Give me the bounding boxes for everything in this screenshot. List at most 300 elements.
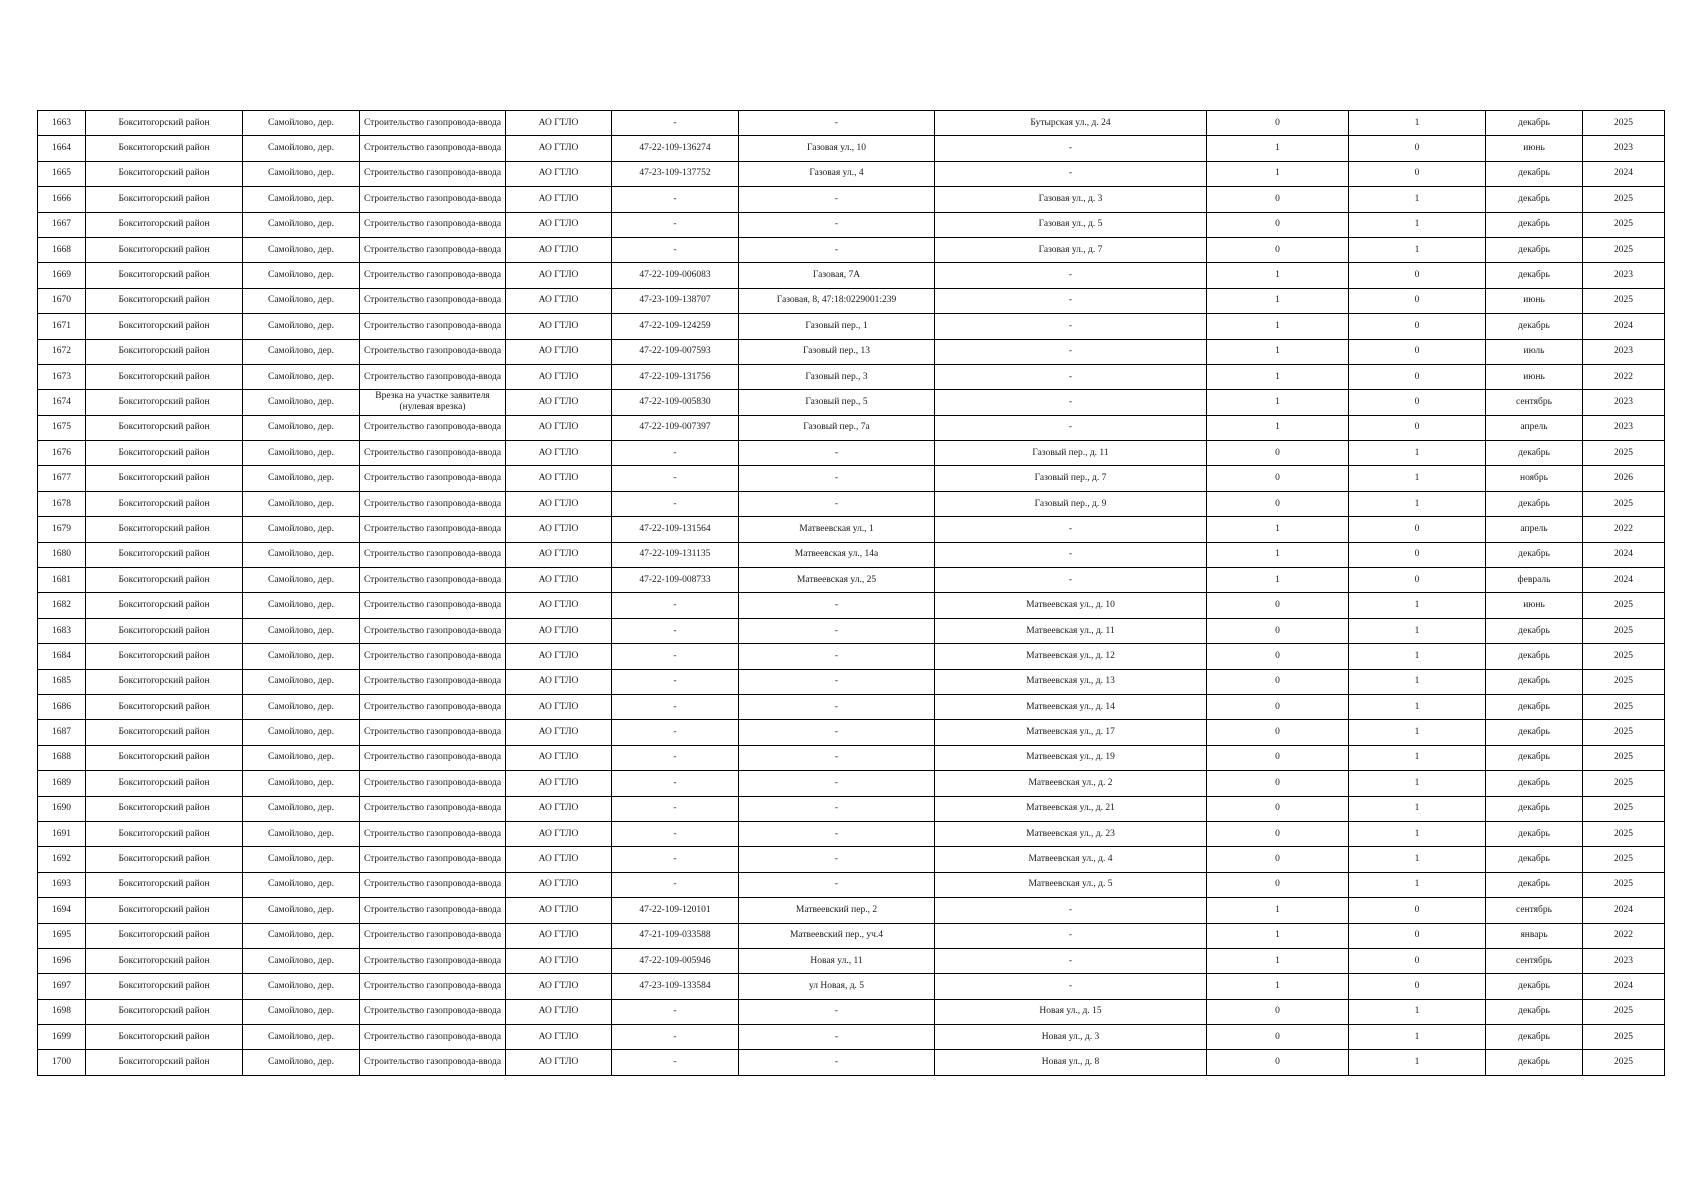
month-cell: декабрь <box>1486 263 1583 288</box>
settlement-cell: Самойлово, дер. <box>243 187 360 212</box>
organization-cell: АО ГТЛО <box>506 999 612 1024</box>
count-a-cell: 1 <box>1207 923 1349 948</box>
month-cell: апрель <box>1486 415 1583 440</box>
applicant-address-cell: ул Новая, д. 5 <box>739 974 935 999</box>
organization-cell: АО ГТЛО <box>506 1050 612 1075</box>
object-address-cell: Бутырская ул., д. 24 <box>935 111 1207 136</box>
application-number-cell: 47-22-109-120101 <box>612 898 739 923</box>
year-cell: 2025 <box>1583 491 1665 516</box>
count-a-cell: 1 <box>1207 136 1349 161</box>
year-cell: 2024 <box>1583 568 1665 593</box>
work-type-cell: Строительство газопровода-ввода <box>360 441 506 466</box>
settlement-cell: Самойлово, дер. <box>243 898 360 923</box>
settlement-cell: Самойлово, дер. <box>243 771 360 796</box>
count-b-cell: 0 <box>1349 339 1486 364</box>
work-type-cell: Строительство газопровода-ввода <box>360 694 506 719</box>
month-cell: декабрь <box>1486 974 1583 999</box>
row-number-cell: 1676 <box>38 441 86 466</box>
work-type-cell: Строительство газопровода-ввода <box>360 314 506 339</box>
district-cell: Бокситогорский район <box>86 974 243 999</box>
organization-cell: АО ГТЛО <box>506 948 612 973</box>
organization-cell: АО ГТЛО <box>506 872 612 897</box>
object-address-cell: - <box>935 568 1207 593</box>
application-number-cell: 47-22-109-007397 <box>612 415 739 440</box>
district-cell: Бокситогорский район <box>86 872 243 897</box>
object-address-cell: - <box>935 415 1207 440</box>
table-row <box>38 542 1665 567</box>
row-number-cell: 1690 <box>38 796 86 821</box>
object-address-cell: Матвеевская ул., д. 17 <box>935 720 1207 745</box>
work-type-cell: Строительство газопровода-ввода <box>360 339 506 364</box>
application-number-cell: 47-22-109-007593 <box>612 339 739 364</box>
organization-cell: АО ГТЛО <box>506 288 612 313</box>
object-address-cell: - <box>935 974 1207 999</box>
object-address-cell: Газовый пер., д. 7 <box>935 466 1207 491</box>
year-cell: 2025 <box>1583 847 1665 872</box>
count-a-cell: 0 <box>1207 821 1349 846</box>
district-cell: Бокситогорский район <box>86 237 243 262</box>
applicant-address-cell: - <box>739 593 935 618</box>
count-a-cell: 0 <box>1207 847 1349 872</box>
month-cell: декабрь <box>1486 212 1583 237</box>
application-number-cell: - <box>612 771 739 796</box>
work-type-cell: Строительство газопровода-ввода <box>360 720 506 745</box>
row-number-cell: 1678 <box>38 491 86 516</box>
application-number-cell: - <box>612 796 739 821</box>
row-number-cell: 1683 <box>38 618 86 643</box>
count-a-cell: 0 <box>1207 771 1349 796</box>
year-cell: 2023 <box>1583 136 1665 161</box>
organization-cell: АО ГТЛО <box>506 491 612 516</box>
application-number-cell: - <box>612 111 739 136</box>
month-cell: июнь <box>1486 288 1583 313</box>
year-cell: 2025 <box>1583 288 1665 313</box>
count-b-cell: 0 <box>1349 568 1486 593</box>
work-type-cell: Строительство газопровода-ввода <box>360 745 506 770</box>
district-cell: Бокситогорский район <box>86 796 243 821</box>
month-cell: декабрь <box>1486 111 1583 136</box>
count-b-cell: 0 <box>1349 364 1486 389</box>
year-cell: 2025 <box>1583 872 1665 897</box>
application-number-cell: 47-22-109-136274 <box>612 136 739 161</box>
month-cell: январь <box>1486 923 1583 948</box>
count-a-cell: 1 <box>1207 390 1349 415</box>
organization-cell: АО ГТЛО <box>506 542 612 567</box>
object-address-cell: Матвеевская ул., д. 19 <box>935 745 1207 770</box>
work-type-cell: Строительство газопровода-ввода <box>360 796 506 821</box>
table-row <box>38 288 1665 313</box>
row-number-cell: 1666 <box>38 187 86 212</box>
application-number-cell: - <box>612 187 739 212</box>
district-cell: Бокситогорский район <box>86 999 243 1024</box>
settlement-cell: Самойлово, дер. <box>243 364 360 389</box>
work-type-cell: Строительство газопровода-ввода <box>360 263 506 288</box>
district-cell: Бокситогорский район <box>86 187 243 212</box>
row-number-cell: 1671 <box>38 314 86 339</box>
application-number-cell: 47-23-109-138707 <box>612 288 739 313</box>
district-cell: Бокситогорский район <box>86 339 243 364</box>
table-row <box>38 263 1665 288</box>
row-number-cell: 1682 <box>38 593 86 618</box>
year-cell: 2025 <box>1583 821 1665 846</box>
applicant-address-cell: Матвеевский пер., уч.4 <box>739 923 935 948</box>
count-b-cell: 1 <box>1349 618 1486 643</box>
object-address-cell: Матвеевская ул., д. 2 <box>935 771 1207 796</box>
settlement-cell: Самойлово, дер. <box>243 517 360 542</box>
application-number-cell: - <box>612 212 739 237</box>
count-a-cell: 1 <box>1207 948 1349 973</box>
count-a-cell: 1 <box>1207 288 1349 313</box>
count-b-cell: 0 <box>1349 390 1486 415</box>
applicant-address-cell: - <box>739 111 935 136</box>
applicant-address-cell: - <box>739 1050 935 1075</box>
settlement-cell: Самойлово, дер. <box>243 974 360 999</box>
object-address-cell: Матвеевская ул., д. 13 <box>935 669 1207 694</box>
count-a-cell: 0 <box>1207 644 1349 669</box>
organization-cell: АО ГТЛО <box>506 111 612 136</box>
organization-cell: АО ГТЛО <box>506 694 612 719</box>
table-row <box>38 872 1665 897</box>
year-cell: 2025 <box>1583 796 1665 821</box>
applicant-address-cell: - <box>739 694 935 719</box>
settlement-cell: Самойлово, дер. <box>243 644 360 669</box>
month-cell: декабрь <box>1486 720 1583 745</box>
work-type-cell: Строительство газопровода-ввода <box>360 771 506 796</box>
applicant-address-cell: Газовая, 8, 47:18:0229001:239 <box>739 288 935 313</box>
application-number-cell: - <box>612 872 739 897</box>
settlement-cell: Самойлово, дер. <box>243 263 360 288</box>
row-number-cell: 1681 <box>38 568 86 593</box>
application-number-cell: 47-23-109-133584 <box>612 974 739 999</box>
settlement-cell: Самойлово, дер. <box>243 491 360 516</box>
count-b-cell: 0 <box>1349 974 1486 999</box>
month-cell: декабрь <box>1486 491 1583 516</box>
settlement-cell: Самойлово, дер. <box>243 745 360 770</box>
count-b-cell: 0 <box>1349 898 1486 923</box>
object-address-cell: Газовая ул., д. 7 <box>935 237 1207 262</box>
settlement-cell: Самойлово, дер. <box>243 872 360 897</box>
applicant-address-cell: - <box>739 821 935 846</box>
work-type-cell: Строительство газопровода-ввода <box>360 669 506 694</box>
work-type-cell: Строительство газопровода-ввода <box>360 136 506 161</box>
work-type-cell: Строительство газопровода-ввода <box>360 593 506 618</box>
count-a-cell: 1 <box>1207 263 1349 288</box>
object-address-cell: - <box>935 517 1207 542</box>
settlement-cell: Самойлово, дер. <box>243 593 360 618</box>
count-b-cell: 0 <box>1349 136 1486 161</box>
row-number-cell: 1663 <box>38 111 86 136</box>
district-cell: Бокситогорский район <box>86 517 243 542</box>
count-a-cell: 1 <box>1207 415 1349 440</box>
table-row <box>38 618 1665 643</box>
month-cell: декабрь <box>1486 237 1583 262</box>
object-address-cell: Газовая ул., д. 5 <box>935 212 1207 237</box>
count-b-cell: 1 <box>1349 644 1486 669</box>
row-number-cell: 1677 <box>38 466 86 491</box>
organization-cell: АО ГТЛО <box>506 898 612 923</box>
object-address-cell: - <box>935 263 1207 288</box>
settlement-cell: Самойлово, дер. <box>243 720 360 745</box>
district-cell: Бокситогорский район <box>86 111 243 136</box>
year-cell: 2023 <box>1583 263 1665 288</box>
table-row <box>38 923 1665 948</box>
table-row <box>38 339 1665 364</box>
month-cell: декабрь <box>1486 314 1583 339</box>
month-cell: декабрь <box>1486 745 1583 770</box>
count-b-cell: 1 <box>1349 745 1486 770</box>
settlement-cell: Самойлово, дер. <box>243 111 360 136</box>
organization-cell: АО ГТЛО <box>506 1025 612 1050</box>
district-cell: Бокситогорский район <box>86 618 243 643</box>
district-cell: Бокситогорский район <box>86 212 243 237</box>
table-row <box>38 517 1665 542</box>
application-number-cell: 47-22-109-124259 <box>612 314 739 339</box>
application-number-cell: 47-22-109-005830 <box>612 390 739 415</box>
count-b-cell: 1 <box>1349 111 1486 136</box>
month-cell: сентябрь <box>1486 390 1583 415</box>
district-cell: Бокситогорский район <box>86 390 243 415</box>
organization-cell: АО ГТЛО <box>506 314 612 339</box>
count-b-cell: 1 <box>1349 1050 1486 1075</box>
count-a-cell: 1 <box>1207 161 1349 186</box>
count-a-cell: 1 <box>1207 364 1349 389</box>
count-b-cell: 1 <box>1349 999 1486 1024</box>
table-row <box>38 948 1665 973</box>
work-type-cell: Строительство газопровода-ввода <box>360 872 506 897</box>
district-cell: Бокситогорский район <box>86 771 243 796</box>
count-b-cell: 1 <box>1349 1025 1486 1050</box>
table-row <box>38 771 1665 796</box>
row-number-cell: 1668 <box>38 237 86 262</box>
table-row <box>38 212 1665 237</box>
organization-cell: АО ГТЛО <box>506 364 612 389</box>
year-cell: 2026 <box>1583 466 1665 491</box>
year-cell: 2022 <box>1583 923 1665 948</box>
count-a-cell: 0 <box>1207 593 1349 618</box>
object-address-cell: Новая ул., д. 8 <box>935 1050 1207 1075</box>
month-cell: апрель <box>1486 517 1583 542</box>
work-type-cell: Строительство газопровода-ввода <box>360 111 506 136</box>
settlement-cell: Самойлово, дер. <box>243 415 360 440</box>
applicant-address-cell: Газовая ул., 10 <box>739 136 935 161</box>
count-a-cell: 0 <box>1207 669 1349 694</box>
count-a-cell: 1 <box>1207 974 1349 999</box>
count-a-cell: 0 <box>1207 1025 1349 1050</box>
count-b-cell: 0 <box>1349 542 1486 567</box>
application-number-cell: 47-22-109-005946 <box>612 948 739 973</box>
work-type-cell: Строительство газопровода-ввода <box>360 187 506 212</box>
year-cell: 2025 <box>1583 237 1665 262</box>
count-a-cell: 0 <box>1207 796 1349 821</box>
year-cell: 2025 <box>1583 111 1665 136</box>
count-b-cell: 1 <box>1349 720 1486 745</box>
object-address-cell: - <box>935 898 1207 923</box>
count-b-cell: 1 <box>1349 593 1486 618</box>
count-a-cell: 0 <box>1207 720 1349 745</box>
applicant-address-cell: - <box>739 796 935 821</box>
object-address-cell: Матвеевская ул., д. 21 <box>935 796 1207 821</box>
district-cell: Бокситогорский район <box>86 263 243 288</box>
month-cell: декабрь <box>1486 694 1583 719</box>
object-address-cell: - <box>935 314 1207 339</box>
application-number-cell: - <box>612 999 739 1024</box>
application-number-cell: - <box>612 1025 739 1050</box>
count-a-cell: 0 <box>1207 491 1349 516</box>
count-b-cell: 1 <box>1349 187 1486 212</box>
count-b-cell: 0 <box>1349 415 1486 440</box>
district-cell: Бокситогорский район <box>86 314 243 339</box>
applicant-address-cell: - <box>739 441 935 466</box>
year-cell: 2025 <box>1583 618 1665 643</box>
month-cell: декабрь <box>1486 441 1583 466</box>
applicant-address-cell: - <box>739 771 935 796</box>
district-cell: Бокситогорский район <box>86 821 243 846</box>
application-number-cell: - <box>612 466 739 491</box>
row-number-cell: 1691 <box>38 821 86 846</box>
application-number-cell: - <box>612 847 739 872</box>
district-cell: Бокситогорский район <box>86 923 243 948</box>
settlement-cell: Самойлово, дер. <box>243 1025 360 1050</box>
table-row <box>38 568 1665 593</box>
month-cell: декабрь <box>1486 644 1583 669</box>
applicant-address-cell: - <box>739 618 935 643</box>
row-number-cell: 1699 <box>38 1025 86 1050</box>
settlement-cell: Самойлово, дер. <box>243 923 360 948</box>
table-row <box>38 1050 1665 1075</box>
settlement-cell: Самойлово, дер. <box>243 948 360 973</box>
applicant-address-cell: - <box>739 187 935 212</box>
organization-cell: АО ГТЛО <box>506 568 612 593</box>
count-a-cell: 0 <box>1207 999 1349 1024</box>
district-cell: Бокситогорский район <box>86 948 243 973</box>
object-address-cell: Матвеевская ул., д. 10 <box>935 593 1207 618</box>
month-cell: декабрь <box>1486 669 1583 694</box>
table-row <box>38 136 1665 161</box>
settlement-cell: Самойлово, дер. <box>243 796 360 821</box>
application-number-cell: 47-22-109-008733 <box>612 568 739 593</box>
applicant-address-cell: - <box>739 745 935 770</box>
district-cell: Бокситогорский район <box>86 466 243 491</box>
object-address-cell: - <box>935 542 1207 567</box>
month-cell: декабрь <box>1486 796 1583 821</box>
row-number-cell: 1698 <box>38 999 86 1024</box>
year-cell: 2022 <box>1583 517 1665 542</box>
work-type-cell: Строительство газопровода-ввода <box>360 847 506 872</box>
object-address-cell: Новая ул., д. 15 <box>935 999 1207 1024</box>
settlement-cell: Самойлово, дер. <box>243 669 360 694</box>
application-number-cell: 47-21-109-033588 <box>612 923 739 948</box>
count-a-cell: 0 <box>1207 694 1349 719</box>
row-number-cell: 1667 <box>38 212 86 237</box>
count-b-cell: 1 <box>1349 669 1486 694</box>
work-type-cell: Строительство газопровода-ввода <box>360 466 506 491</box>
table-row <box>38 314 1665 339</box>
count-b-cell: 1 <box>1349 466 1486 491</box>
table-row <box>38 593 1665 618</box>
district-cell: Бокситогорский район <box>86 644 243 669</box>
work-type-cell: Строительство газопровода-ввода <box>360 288 506 313</box>
count-a-cell: 0 <box>1207 872 1349 897</box>
applicant-address-cell: - <box>739 644 935 669</box>
organization-cell: АО ГТЛО <box>506 161 612 186</box>
year-cell: 2025 <box>1583 212 1665 237</box>
row-number-cell: 1665 <box>38 161 86 186</box>
work-type-cell: Строительство газопровода-ввода <box>360 212 506 237</box>
settlement-cell: Самойлово, дер. <box>243 568 360 593</box>
applicant-address-cell: Матвеевская ул., 25 <box>739 568 935 593</box>
work-type-cell: Строительство газопровода-ввода <box>360 517 506 542</box>
table-row <box>38 745 1665 770</box>
count-b-cell: 0 <box>1349 517 1486 542</box>
year-cell: 2025 <box>1583 593 1665 618</box>
table-row <box>38 237 1665 262</box>
row-number-cell: 1679 <box>38 517 86 542</box>
object-address-cell: Газовая ул., д. 3 <box>935 187 1207 212</box>
year-cell: 2025 <box>1583 644 1665 669</box>
month-cell: декабрь <box>1486 187 1583 212</box>
count-a-cell: 0 <box>1207 237 1349 262</box>
row-number-cell: 1672 <box>38 339 86 364</box>
work-type-cell: Строительство газопровода-ввода <box>360 237 506 262</box>
data-table <box>37 110 1665 1076</box>
district-cell: Бокситогорский район <box>86 364 243 389</box>
object-address-cell: Матвеевская ул., д. 4 <box>935 847 1207 872</box>
row-number-cell: 1697 <box>38 974 86 999</box>
count-b-cell: 0 <box>1349 288 1486 313</box>
applicant-address-cell: - <box>739 999 935 1024</box>
year-cell: 2025 <box>1583 1050 1665 1075</box>
year-cell: 2023 <box>1583 948 1665 973</box>
row-number-cell: 1700 <box>38 1050 86 1075</box>
object-address-cell: Новая ул., д. 3 <box>935 1025 1207 1050</box>
table-row <box>38 187 1665 212</box>
applicant-address-cell: - <box>739 872 935 897</box>
work-type-cell: Строительство газопровода-ввода <box>360 491 506 516</box>
object-address-cell: - <box>935 923 1207 948</box>
settlement-cell: Самойлово, дер. <box>243 161 360 186</box>
settlement-cell: Самойлово, дер. <box>243 847 360 872</box>
application-number-cell: - <box>612 1050 739 1075</box>
month-cell: декабрь <box>1486 999 1583 1024</box>
month-cell: декабрь <box>1486 1025 1583 1050</box>
application-number-cell: 47-22-109-131756 <box>612 364 739 389</box>
district-cell: Бокситогорский район <box>86 694 243 719</box>
count-a-cell: 1 <box>1207 339 1349 364</box>
organization-cell: АО ГТЛО <box>506 593 612 618</box>
count-b-cell: 1 <box>1349 237 1486 262</box>
district-cell: Бокситогорский район <box>86 491 243 516</box>
work-type-cell: Строительство газопровода-ввода <box>360 1025 506 1050</box>
table-row <box>38 466 1665 491</box>
row-number-cell: 1664 <box>38 136 86 161</box>
row-number-cell: 1680 <box>38 542 86 567</box>
row-number-cell: 1685 <box>38 669 86 694</box>
month-cell: декабрь <box>1486 618 1583 643</box>
district-cell: Бокситогорский район <box>86 720 243 745</box>
count-b-cell: 1 <box>1349 491 1486 516</box>
month-cell: ноябрь <box>1486 466 1583 491</box>
month-cell: июнь <box>1486 136 1583 161</box>
applicant-address-cell: - <box>739 212 935 237</box>
settlement-cell: Самойлово, дер. <box>243 237 360 262</box>
application-number-cell: - <box>612 441 739 466</box>
count-b-cell: 1 <box>1349 872 1486 897</box>
year-cell: 2024 <box>1583 314 1665 339</box>
organization-cell: АО ГТЛО <box>506 669 612 694</box>
count-a-cell: 0 <box>1207 441 1349 466</box>
settlement-cell: Самойлово, дер. <box>243 466 360 491</box>
month-cell: июль <box>1486 339 1583 364</box>
